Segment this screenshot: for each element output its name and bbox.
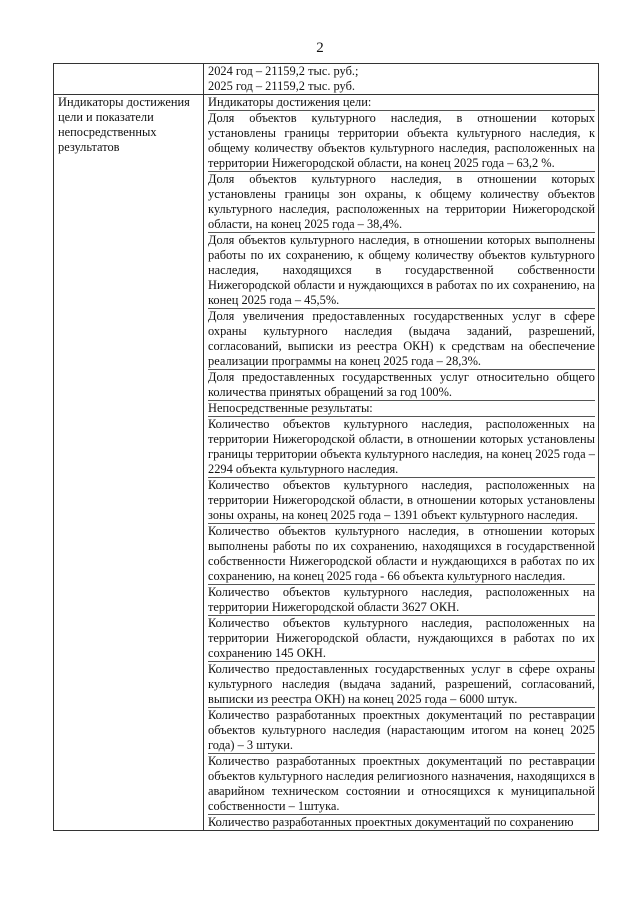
result-item: Количество разработанных проектных документаций по реставрации объектов культурного наследия религиозного назначения, находящихся в аварийном техническом состоянии и относящихся к муниципальной собственности – 1штука. (208, 754, 595, 813)
finance-value-cell (204, 64, 599, 95)
finance-2025: 2025 год – 21159,2 тыс. руб. (208, 79, 355, 93)
result-item: Количество объектов культурного наследия, расположенных на территории Нижегородской области, нуждающихся в работах по их сохранению 145 ОКН. (208, 616, 595, 660)
table-row-indicators (54, 95, 599, 831)
indicators-label: Индикаторы достижения цели и показатели непосредственных результатов (54, 95, 204, 831)
result-item: Количество предоставленных государственных услуг в сфере охраны культурного наследия (выдача заданий, разрешений, согласований, выписки из реестра ОКН) на конец 2025 года – 6000 штук. (208, 662, 595, 706)
indicator-item: Доля увеличения предоставленных государственных услуг в сфере охраны культурного наследия (выдача заданий, разрешений, согласований, выписки из реестра ОКН) к средствам на обеспечение реализации программы на конец 2025 года – 28,3%. (208, 309, 595, 368)
result-item: Количество объектов культурного наследия, в отношении которых выполнены работы по их сохранению, находящихся в государственной собственности Нижегородской области и нуждающихся в работах по их сохранению, на конец 2025 года - 66 объекта культурного наследия. (208, 524, 595, 583)
result-item: Количество объектов культурного наследия, расположенных на территории Нижегородской области 3627 ОКН. (208, 585, 595, 614)
result-item: Количество разработанных проектных документаций по сохранению (208, 815, 574, 829)
finance-label-cell (54, 64, 204, 95)
indicator-item: Доля предоставленных государственных услуг относительно общего количества принятых обращений за год 100%. (208, 370, 595, 399)
page-number: 2 (316, 40, 324, 56)
result-item: Количество разработанных проектных документаций по реставрации объектов культурного наследия (нарастающим итогом на конец 2025 года) – 3 штуки. (208, 708, 595, 752)
result-item: Количество объектов культурного наследия, расположенных на территории Нижегородской области, в отношении которых установлены зоны охраны, на конец 2025 года – 1391 объект культурного наследия. (208, 478, 595, 522)
passport-table (53, 63, 599, 831)
finance-2024: 2024 год – 21159,2 тыс. руб.; (208, 64, 359, 78)
indicators-content (204, 95, 599, 831)
results-heading: Непосредственные результаты: (208, 401, 595, 417)
indicator-item: Доля объектов культурного наследия, в отношении которых установлены границы зон охраны, к общему количеству объектов культурного наследия, расположенных на территории Нижегородской области, на конец 2025 года – 38,4%. (208, 172, 595, 231)
result-item: Количество объектов культурного наследия, расположенных на территории Нижегородской области, в отношении которых установлены границы территории объекта культурного наследия, на конец 2025 года – 2294 объекта культурного наследия. (208, 417, 595, 476)
indicator-item: Доля объектов культурного наследия, в отношении которых выполнены работы по их сохранению, к общему количеству объектов культурного наследия, находящихся в государственной собственности Нижегородской области и нуждающихся в работах по их сохранению, на конец 2025 года – 45,5%. (208, 233, 595, 307)
table-row-finance (54, 64, 599, 95)
indicator-item: Доля объектов культурного наследия, в отношении которых установлены границы территории объекта культурного наследия, к общему количеству объектов культурного наследия, расположенных на территории Нижегородской области, на конец 2025 года – 63,2 %. (208, 111, 595, 170)
indicators-heading: Индикаторы достижения цели: (208, 95, 595, 111)
